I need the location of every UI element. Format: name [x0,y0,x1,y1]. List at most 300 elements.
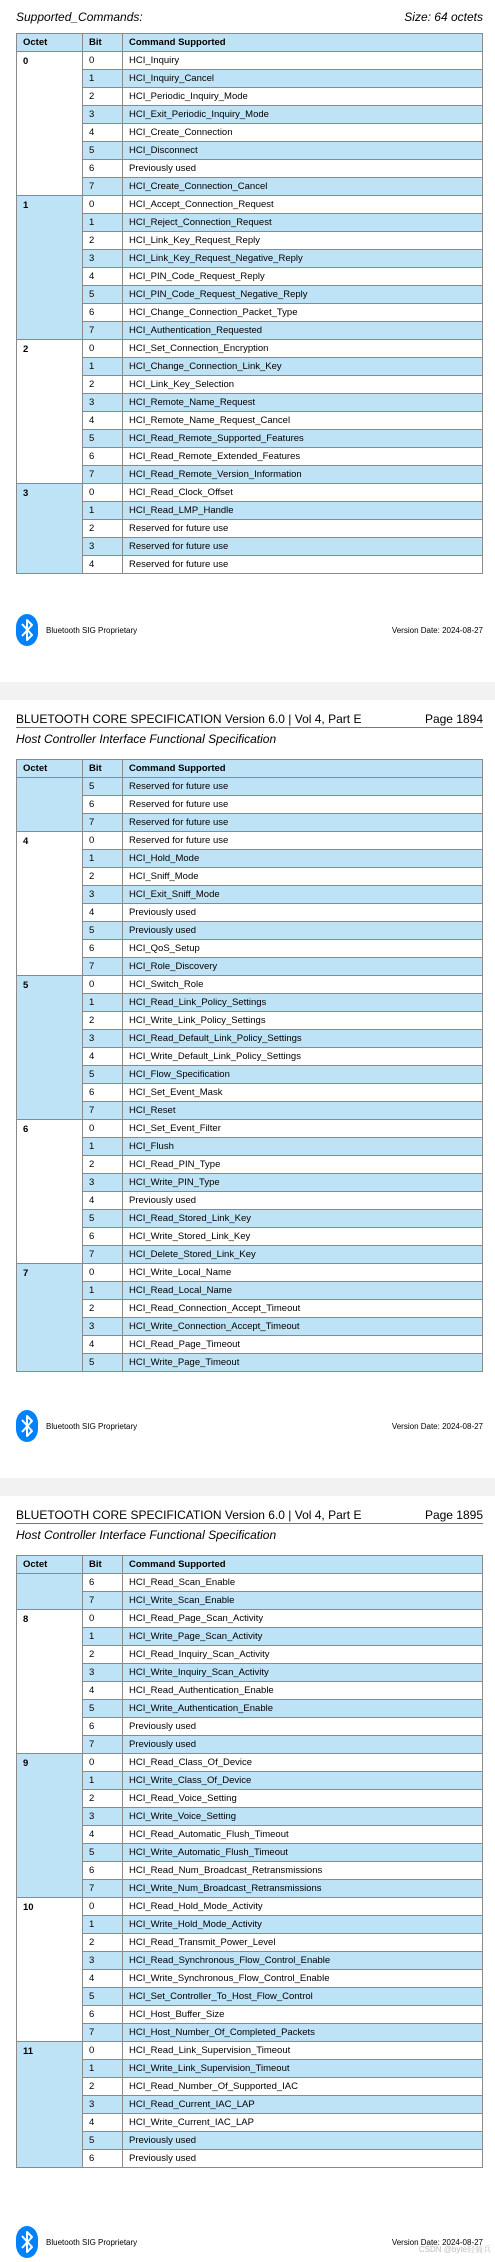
command-cell: HCI_Periodic_Inquiry_Mode [123,88,483,106]
table-row [17,1916,483,1934]
header-divider [16,1523,483,1524]
command-cell: HCI_Hold_Mode [123,850,483,868]
table-row [17,2024,483,2042]
bit-cell: 3 [83,1664,123,1682]
command-cell: HCI_Read_Transmit_Power_Level [123,1934,483,1952]
command-cell: HCI_Inquiry_Cancel [123,70,483,88]
bit-cell: 5 [83,430,123,448]
command-cell: Previously used [123,2132,483,2150]
table-row [17,142,483,160]
bit-cell: 0 [83,484,123,502]
command-cell: HCI_Accept_Connection_Request [123,196,483,214]
table-row [17,520,483,538]
command-cell: HCI_Read_Inquiry_Scan_Activity [123,1646,483,1664]
command-cell: HCI_Set_Event_Mask [123,1084,483,1102]
bit-cell: 0 [83,196,123,214]
bit-cell: 2 [83,1646,123,1664]
command-cell: HCI_Read_Synchronous_Flow_Control_Enable [123,1952,483,1970]
command-cell: HCI_Create_Connection_Cancel [123,178,483,196]
footer-proprietary: Bluetooth SIG Proprietary [46,626,138,635]
bit-cell: 4 [83,124,123,142]
command-cell: HCI_Read_Link_Policy_Settings [123,994,483,1012]
command-cell: HCI_Read_Link_Supervision_Timeout [123,2042,483,2060]
table-row [17,466,483,484]
bit-cell: 6 [83,448,123,466]
command-cell: HCI_Authentication_Requested [123,322,483,340]
bit-cell: 6 [83,1718,123,1736]
bit-cell: 2 [83,520,123,538]
bit-column-header: Bit [83,34,123,52]
bit-cell: 7 [83,322,123,340]
table-row [17,1952,483,1970]
table-row [17,430,483,448]
table-row [17,1844,483,1862]
table-row [17,796,483,814]
table-row [17,1628,483,1646]
table-row [17,1862,483,1880]
table-row [17,1318,483,1336]
command-cell: HCI_Switch_Role [123,976,483,994]
table-row [17,1228,483,1246]
table-row [17,2150,483,2168]
command-cell: HCI_Read_Class_Of_Device [123,1754,483,1772]
bit-cell: 7 [83,466,123,484]
bit-cell: 4 [83,1336,123,1354]
bit-cell: 4 [83,1192,123,1210]
octet-cell: 4 [17,832,83,976]
table-row [17,358,483,376]
bit-cell: 2 [83,868,123,886]
bit-cell: 3 [83,1808,123,1826]
command-cell: Reserved for future use [123,556,483,574]
header-page-number: Page 1894 [424,712,483,726]
table-row [17,1336,483,1354]
command-cell: Reserved for future use [123,796,483,814]
bit-cell: 5 [83,778,123,796]
table-row [17,1718,483,1736]
footer-version-date: Version Date: 2024-08-27 [391,2238,483,2247]
bit-column-header: Bit [83,760,123,778]
table-row [17,1138,483,1156]
table-row [17,2006,483,2024]
bit-cell: 4 [83,412,123,430]
bit-cell: 5 [83,2132,123,2150]
bit-cell: 1 [83,1772,123,1790]
table-row [17,178,483,196]
table-row [17,2132,483,2150]
table-row [17,1610,483,1628]
octet-cell: 11 [17,2042,83,2168]
table-row [17,1084,483,1102]
spec-page-2 [0,700,495,1478]
bit-cell: 5 [83,142,123,160]
bit-cell: 5 [83,922,123,940]
command-cell: HCI_Read_Num_Broadcast_Retransmissions [123,1862,483,1880]
table-row [17,1282,483,1300]
command-cell: HCI_Remote_Name_Request_Cancel [123,412,483,430]
table-row [17,1354,483,1372]
table-row [17,88,483,106]
table-row [17,1300,483,1318]
footer-version-date: Version Date: 2024-08-27 [391,1422,483,1431]
table-row [17,814,483,832]
command-cell: HCI_Write_PIN_Type [123,1174,483,1192]
table-row [17,448,483,466]
spec-page-3 [0,1496,495,2262]
command-cell: HCI_Reject_Connection_Request [123,214,483,232]
bit-cell: 4 [83,1682,123,1700]
table-row [17,412,483,430]
command-cell: HCI_Host_Buffer_Size [123,2006,483,2024]
bit-cell: 1 [83,214,123,232]
header-spec-title: BLUETOOTH CORE SPECIFICATION Version 6.0 | Vol 4, Part E [16,712,362,726]
command-cell: HCI_Read_Remote_Extended_Features [123,448,483,466]
table-row [17,922,483,940]
command-cell: HCI_Read_Number_Of_Supported_IAC [123,2078,483,2096]
command-cell: Reserved for future use [123,832,483,850]
bit-cell: 1 [83,1628,123,1646]
command-cell: HCI_Read_Page_Scan_Activity [123,1610,483,1628]
bit-cell: 1 [83,502,123,520]
command-cell: HCI_Write_Page_Timeout [123,1354,483,1372]
bluetooth-logo-icon [16,1410,38,1442]
footer-version-date: Version Date: 2024-08-27 [391,626,483,635]
bit-cell: 1 [83,358,123,376]
table-row [17,1988,483,2006]
bit-cell: 6 [83,2150,123,2168]
octet-column-header: Octet [17,1556,83,1574]
header-spec-title: BLUETOOTH CORE SPECIFICATION Version 6.0 | Vol 4, Part E [16,1508,362,1522]
table-row [17,502,483,520]
table-row [17,1772,483,1790]
command-cell: HCI_Read_Stored_Link_Key [123,1210,483,1228]
table-row [17,2078,483,2096]
bit-cell: 0 [83,832,123,850]
table-row [17,1592,483,1610]
table-row [17,340,483,358]
command-cell: HCI_Read_Default_Link_Policy_Settings [123,1030,483,1048]
bit-cell: 4 [83,904,123,922]
command-cell: HCI_Reset [123,1102,483,1120]
octet-column-header: Octet [17,760,83,778]
octet-cell [17,1574,83,1610]
bit-cell: 3 [83,886,123,904]
command-cell: HCI_Write_Default_Link_Policy_Settings [123,1048,483,1066]
table-row [17,2042,483,2060]
command-cell: Previously used [123,922,483,940]
bit-cell: 0 [83,52,123,70]
table-row [17,850,483,868]
bit-cell: 6 [83,1084,123,1102]
command-cell: HCI_Read_LMP_Handle [123,502,483,520]
bit-cell: 3 [83,1174,123,1192]
command-cell: Reserved for future use [123,814,483,832]
table-row [17,1700,483,1718]
command-cell: Reserved for future use [123,778,483,796]
bit-cell: 2 [83,1300,123,1318]
bit-cell: 0 [83,976,123,994]
command-cell: HCI_Write_Scan_Enable [123,1592,483,1610]
bit-cell: 7 [83,958,123,976]
command-cell: HCI_Write_Inquiry_Scan_Activity [123,1664,483,1682]
command-cell: Reserved for future use [123,520,483,538]
bluetooth-logo-icon [16,2226,38,2258]
command-cell: HCI_Delete_Stored_Link_Key [123,1246,483,1264]
command-cell: Previously used [123,1718,483,1736]
table-row [17,160,483,178]
command-cell: Previously used [123,1192,483,1210]
bit-cell: 0 [83,1610,123,1628]
command-cell: HCI_Read_Hold_Mode_Activity [123,1898,483,1916]
page-footer [16,2226,483,2258]
bit-cell: 2 [83,1156,123,1174]
table-row [17,394,483,412]
bit-cell: 5 [83,1988,123,2006]
bit-cell: 4 [83,268,123,286]
command-column-header: Command Supported [123,760,483,778]
bit-cell: 1 [83,70,123,88]
table-row [17,268,483,286]
bit-cell: 2 [83,1012,123,1030]
table-row [17,214,483,232]
bit-cell: 7 [83,1592,123,1610]
table-row [17,304,483,322]
bit-cell: 7 [83,1736,123,1754]
table-row [17,958,483,976]
command-cell: HCI_Change_Connection_Link_Key [123,358,483,376]
command-cell: HCI_QoS_Setup [123,940,483,958]
table-row [17,1574,483,1592]
bit-cell: 0 [83,1120,123,1138]
header-field-name: Supported_Commands: [16,10,143,24]
command-cell: HCI_Flush [123,1138,483,1156]
command-cell: HCI_Link_Key_Request_Negative_Reply [123,250,483,268]
table-row [17,322,483,340]
bit-cell: 6 [83,160,123,178]
command-cell: HCI_Write_Connection_Accept_Timeout [123,1318,483,1336]
table-row [17,106,483,124]
octet-cell: 3 [17,484,83,574]
bit-cell: 6 [83,940,123,958]
table-row [17,484,483,502]
table-row [17,868,483,886]
table-row [17,1646,483,1664]
command-cell: HCI_Read_Local_Name [123,1282,483,1300]
table-row [17,1156,483,1174]
command-cell: HCI_Write_Hold_Mode_Activity [123,1916,483,1934]
command-cell: Previously used [123,904,483,922]
page-footer [16,1410,483,1442]
command-cell: HCI_Change_Connection_Packet_Type [123,304,483,322]
bit-cell: 2 [83,376,123,394]
command-cell: HCI_PIN_Code_Request_Reply [123,268,483,286]
bit-cell: 0 [83,2042,123,2060]
command-cell: HCI_Inquiry [123,52,483,70]
table-row [17,1664,483,1682]
table-row [17,778,483,796]
bit-cell: 2 [83,1790,123,1808]
bit-cell: 0 [83,1754,123,1772]
spec-page-1 [0,0,495,682]
command-cell: HCI_Sniff_Mode [123,868,483,886]
table-row [17,2114,483,2132]
table-row [17,232,483,250]
header-size: Size: 64 octets [404,10,483,24]
table-row [17,832,483,850]
table-row [17,1030,483,1048]
bit-cell: 1 [83,2060,123,2078]
bit-cell: 7 [83,1102,123,1120]
command-cell: HCI_Link_Key_Selection [123,376,483,394]
table-row [17,1682,483,1700]
octet-cell: 0 [17,52,83,196]
table-row [17,1880,483,1898]
command-cell: HCI_Exit_Periodic_Inquiry_Mode [123,106,483,124]
bit-cell: 2 [83,88,123,106]
bit-cell: 3 [83,394,123,412]
table-row [17,250,483,268]
bit-cell: 5 [83,1066,123,1084]
command-cell: HCI_Disconnect [123,142,483,160]
bit-cell: 0 [83,1264,123,1282]
command-cell: HCI_Set_Event_Filter [123,1120,483,1138]
header-divider [16,727,483,728]
command-column-header: Command Supported [123,1556,483,1574]
table-row [17,940,483,958]
octet-cell: 6 [17,1120,83,1264]
bit-cell: 2 [83,1934,123,1952]
command-cell: HCI_PIN_Code_Request_Negative_Reply [123,286,483,304]
table-row [17,2060,483,2078]
command-cell: HCI_Read_Connection_Accept_Timeout [123,1300,483,1318]
bit-cell: 4 [83,1826,123,1844]
bit-cell: 7 [83,814,123,832]
table-header-row [17,34,483,52]
table-row [17,1210,483,1228]
header-subtitle: Host Controller Interface Functional Specification [16,1528,277,1542]
bit-cell: 5 [83,1844,123,1862]
page-header [16,10,483,24]
bit-cell: 4 [83,556,123,574]
bit-cell: 5 [83,1354,123,1372]
table-row [17,70,483,88]
table-row [17,1754,483,1772]
command-cell: HCI_Role_Discovery [123,958,483,976]
table-header-row [17,760,483,778]
bit-cell: 4 [83,2114,123,2132]
bit-cell: 7 [83,1880,123,1898]
table-row [17,886,483,904]
table-row [17,1264,483,1282]
command-cell: HCI_Host_Number_Of_Completed_Packets [123,2024,483,2042]
bit-cell: 1 [83,850,123,868]
command-cell: HCI_Remote_Name_Request [123,394,483,412]
footer-proprietary: Bluetooth SIG Proprietary [46,1422,138,1431]
command-cell: HCI_Set_Controller_To_Host_Flow_Control [123,1988,483,2006]
table-row [17,556,483,574]
bit-cell: 4 [83,1048,123,1066]
bit-cell: 4 [83,1970,123,1988]
command-column-header: Command Supported [123,34,483,52]
table-row [17,1120,483,1138]
footer-proprietary: Bluetooth SIG Proprietary [46,2238,138,2247]
bit-cell: 1 [83,1916,123,1934]
table-row [17,1066,483,1084]
page-header [16,712,483,726]
bit-cell: 7 [83,1246,123,1264]
command-cell: HCI_Link_Key_Request_Reply [123,232,483,250]
bit-cell: 3 [83,1318,123,1336]
bit-cell: 1 [83,1138,123,1156]
bit-cell: 0 [83,340,123,358]
table-row [17,376,483,394]
commands-table [16,33,483,574]
page-header [16,1508,483,1522]
table-row [17,1102,483,1120]
command-cell: HCI_Write_Link_Supervision_Timeout [123,2060,483,2078]
command-cell: HCI_Flow_Specification [123,1066,483,1084]
command-cell: HCI_Write_Class_Of_Device [123,1772,483,1790]
command-cell: HCI_Read_Page_Timeout [123,1336,483,1354]
table-row [17,286,483,304]
bit-cell: 7 [83,178,123,196]
table-row [17,904,483,922]
table-header-row [17,1556,483,1574]
command-cell: HCI_Write_Synchronous_Flow_Control_Enable [123,1970,483,1988]
bit-cell: 0 [83,1898,123,1916]
octet-cell: 8 [17,1610,83,1754]
table-row [17,976,483,994]
command-cell: Previously used [123,2150,483,2168]
command-cell: Previously used [123,160,483,178]
table-row [17,52,483,70]
command-cell: Previously used [123,1736,483,1754]
table-row [17,124,483,142]
command-cell: HCI_Write_Current_IAC_LAP [123,2114,483,2132]
bit-cell: 3 [83,2096,123,2114]
bit-cell: 7 [83,2024,123,2042]
command-cell: HCI_Write_Stored_Link_Key [123,1228,483,1246]
bit-cell: 5 [83,1700,123,1718]
command-cell: HCI_Write_Authentication_Enable [123,1700,483,1718]
command-cell: HCI_Read_Scan_Enable [123,1574,483,1592]
command-cell: HCI_Write_Voice_Setting [123,1808,483,1826]
commands-table [16,759,483,1372]
table-row [17,1246,483,1264]
bit-cell: 3 [83,1030,123,1048]
command-cell: Reserved for future use [123,538,483,556]
command-cell: HCI_Read_Voice_Setting [123,1790,483,1808]
table-row [17,1192,483,1210]
octet-cell [17,778,83,832]
bluetooth-logo-icon [16,614,38,646]
bit-cell: 6 [83,1574,123,1592]
command-cell: HCI_Read_Remote_Supported_Features [123,430,483,448]
table-row [17,1790,483,1808]
bit-cell: 6 [83,304,123,322]
table-row [17,196,483,214]
commands-table [16,1555,483,2168]
header-subtitle: Host Controller Interface Functional Specification [16,732,277,746]
command-cell: HCI_Read_Current_IAC_LAP [123,2096,483,2114]
command-cell: HCI_Read_Authentication_Enable [123,1682,483,1700]
bit-cell: 2 [83,2078,123,2096]
octet-column-header: Octet [17,34,83,52]
bit-cell: 3 [83,538,123,556]
bit-cell: 6 [83,1228,123,1246]
table-row [17,1808,483,1826]
bit-cell: 6 [83,796,123,814]
